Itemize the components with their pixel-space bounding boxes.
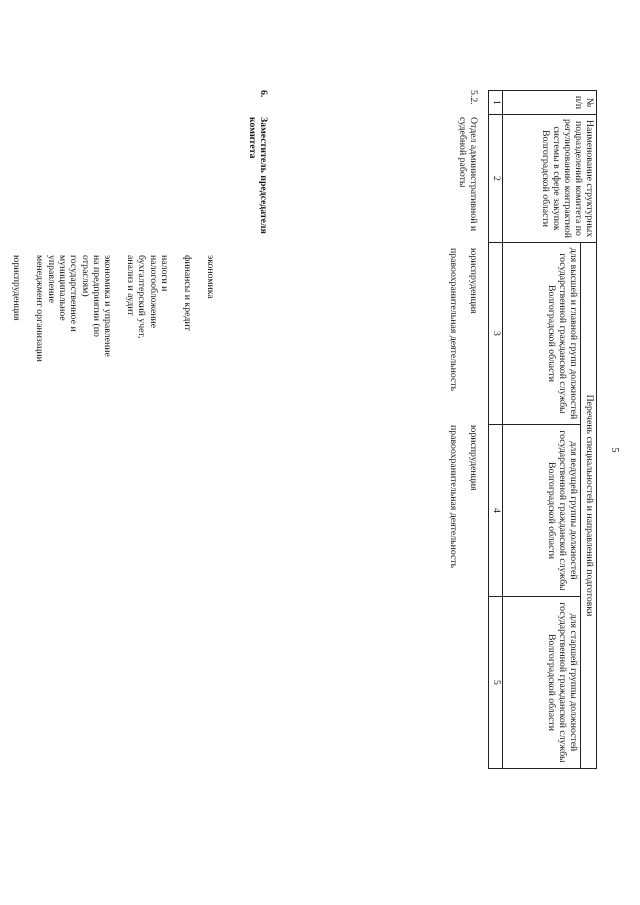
column-number: 5 (489, 597, 503, 769)
column-number: 3 (489, 243, 503, 425)
row-5-2-col3-item: юриспруденция (468, 248, 479, 314)
header-higher-group: для высшей и главной групп должностей государственной гражданской службы Волгоградской области (503, 243, 581, 425)
page-number: 5 (609, 447, 620, 453)
specialty-item: экономика (205, 255, 216, 299)
specialty-item: финансы и кредит (182, 255, 193, 331)
row-5-2-col3-item: правоохранительная деятельность (448, 248, 459, 392)
specialties-table (488, 90, 597, 769)
header-no: № п/п (503, 91, 597, 115)
header-senior-group: для старшей группы должностей государственной гражданской службы Волгоградской области (503, 597, 581, 769)
header-leading-group: для ведущей группы должностей государственной гражданской службы Волгоградской области (503, 425, 581, 597)
column-number: 4 (489, 425, 503, 597)
row-5-2-number: 5.2. (468, 90, 479, 105)
row-5-2-col4-item: юриспруденция (468, 425, 479, 491)
column-number: 1 (489, 91, 503, 115)
rotated-page-content (11, 15, 620, 885)
header-specialties: Перечень специальностей и направлений подготовки (581, 243, 597, 769)
row-6-number: 6. (258, 90, 269, 98)
specialty-item: бухгалтерский учет, анализ и аудит (125, 255, 147, 339)
header-name: Наименование структурных подразделений комитета по регулированию контрактной системы в сфере закупок Волгоградской области (503, 115, 597, 243)
column-number: 2 (489, 115, 503, 243)
row-6-name: Заместитель председателя комитета (247, 117, 269, 234)
specialty-item: менеджмент организации (34, 255, 45, 362)
specialty-item: налоги и налогообложение (148, 255, 170, 329)
row-5-2-name: Отдел административной и судебной работы (457, 117, 479, 232)
row-5-2-col4-item: правоохранительная деятельность (448, 425, 459, 569)
specialty-item: государственное и муниципальное управление (46, 255, 79, 332)
specialty-item: экономика и управление на предприятии (по отраслям) (80, 255, 113, 357)
specialty-item: юриспруденция (11, 255, 22, 321)
